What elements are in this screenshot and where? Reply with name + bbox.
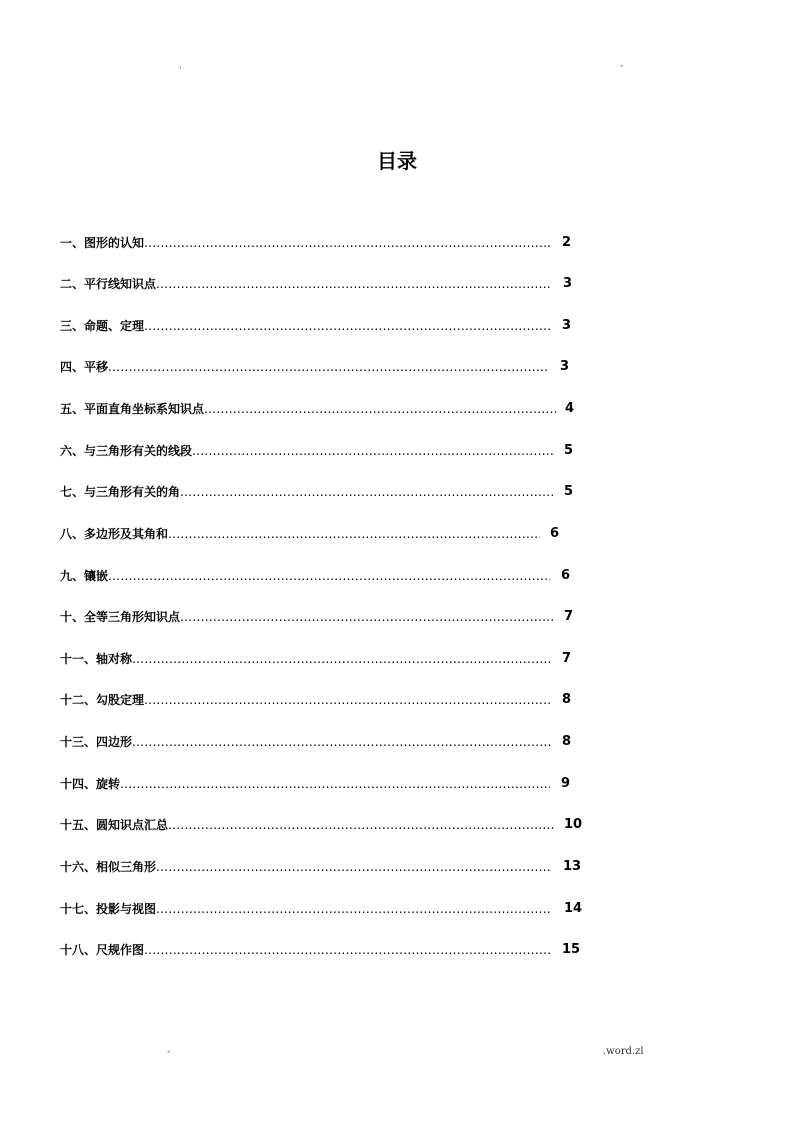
- toc-label: 二、平行线知识点 .....: [60, 275, 551, 293]
- toc-label: 三、命题、定理 .....: [60, 317, 550, 335]
- toc-page-number: 7: [562, 651, 572, 666]
- toc-page-number: 2: [562, 235, 572, 250]
- toc-page-number: 3: [560, 359, 570, 374]
- toc-label: 十五、圆知识点汇总 .....: [60, 816, 554, 834]
- toc-page-number: 5: [564, 484, 574, 499]
- toc-page-number: 15: [562, 942, 581, 957]
- toc-page-number: 4: [565, 401, 575, 416]
- header-right-mark: -: [620, 61, 624, 71]
- header-left-mark: .: [179, 61, 182, 71]
- toc-label: 九、镶嵌 .....: [60, 567, 550, 585]
- toc-label: 十八、尺规作图 .....: [60, 941, 550, 959]
- toc-entry[interactable]: [60, 234, 577, 252]
- toc-label: 一、图形的认知 .....: [60, 234, 550, 252]
- toc-label: 五、平面直角坐标系知识点 .....: [60, 400, 556, 418]
- toc-entry[interactable]: [60, 733, 577, 751]
- page-title: 目录: [377, 149, 417, 173]
- toc-entry[interactable]: [60, 608, 577, 626]
- toc-label: 七、与三角形有关的角 .....: [60, 483, 555, 501]
- toc-entry[interactable]: [60, 400, 577, 418]
- toc-entry[interactable]: [60, 275, 577, 293]
- toc-page-number: 7: [564, 609, 574, 624]
- toc-label: 四、平移 .....: [60, 358, 548, 376]
- toc-entry[interactable]: [60, 941, 590, 959]
- toc-entry[interactable]: [60, 358, 577, 376]
- footer-left-mark: -: [167, 1047, 171, 1057]
- toc-entry[interactable]: [60, 816, 590, 834]
- toc-page-number: 3: [563, 276, 573, 291]
- toc-page-number: 6: [550, 526, 560, 541]
- toc-label: 十七、投影与视图 .....: [60, 900, 552, 918]
- footer-right-text: .word.zl: [603, 1046, 644, 1057]
- toc-entry[interactable]: [60, 691, 577, 709]
- toc-label: 六、与三角形有关的线段 .....: [60, 442, 555, 460]
- toc-entry[interactable]: [60, 900, 590, 918]
- toc-label: 十四、旋转 .....: [60, 775, 550, 793]
- toc-page-number: 9: [561, 776, 571, 791]
- toc-page-number: 3: [562, 318, 572, 333]
- toc-entry[interactable]: [60, 650, 577, 668]
- toc-page-number: 5: [564, 443, 574, 458]
- toc-entry[interactable]: [60, 567, 577, 585]
- toc-page-number: 8: [562, 734, 572, 749]
- toc-page-number: 14: [564, 901, 583, 916]
- toc-label: 十二、勾股定理 .....: [60, 691, 551, 709]
- toc-label: 八、多边形及其角和 .....: [60, 525, 540, 543]
- toc-label: 十六、相似三角形 .....: [60, 858, 552, 876]
- toc-entry[interactable]: [60, 317, 577, 335]
- toc-entry[interactable]: [60, 525, 577, 543]
- toc-label: 十、全等三角形知识点 .....: [60, 608, 554, 626]
- toc-entry[interactable]: [60, 483, 577, 501]
- toc-page-number: 10: [564, 817, 583, 832]
- toc-page-number: 13: [563, 859, 582, 874]
- toc-page-number: 6: [561, 568, 571, 583]
- toc-entry[interactable]: [60, 775, 577, 793]
- toc-entry[interactable]: [60, 442, 577, 460]
- toc-entry[interactable]: [60, 858, 590, 876]
- toc-page-number: 8: [562, 692, 572, 707]
- toc-label: 十一、轴对称 .....: [60, 650, 550, 668]
- toc-label: 十三、四边形 .....: [60, 733, 551, 751]
